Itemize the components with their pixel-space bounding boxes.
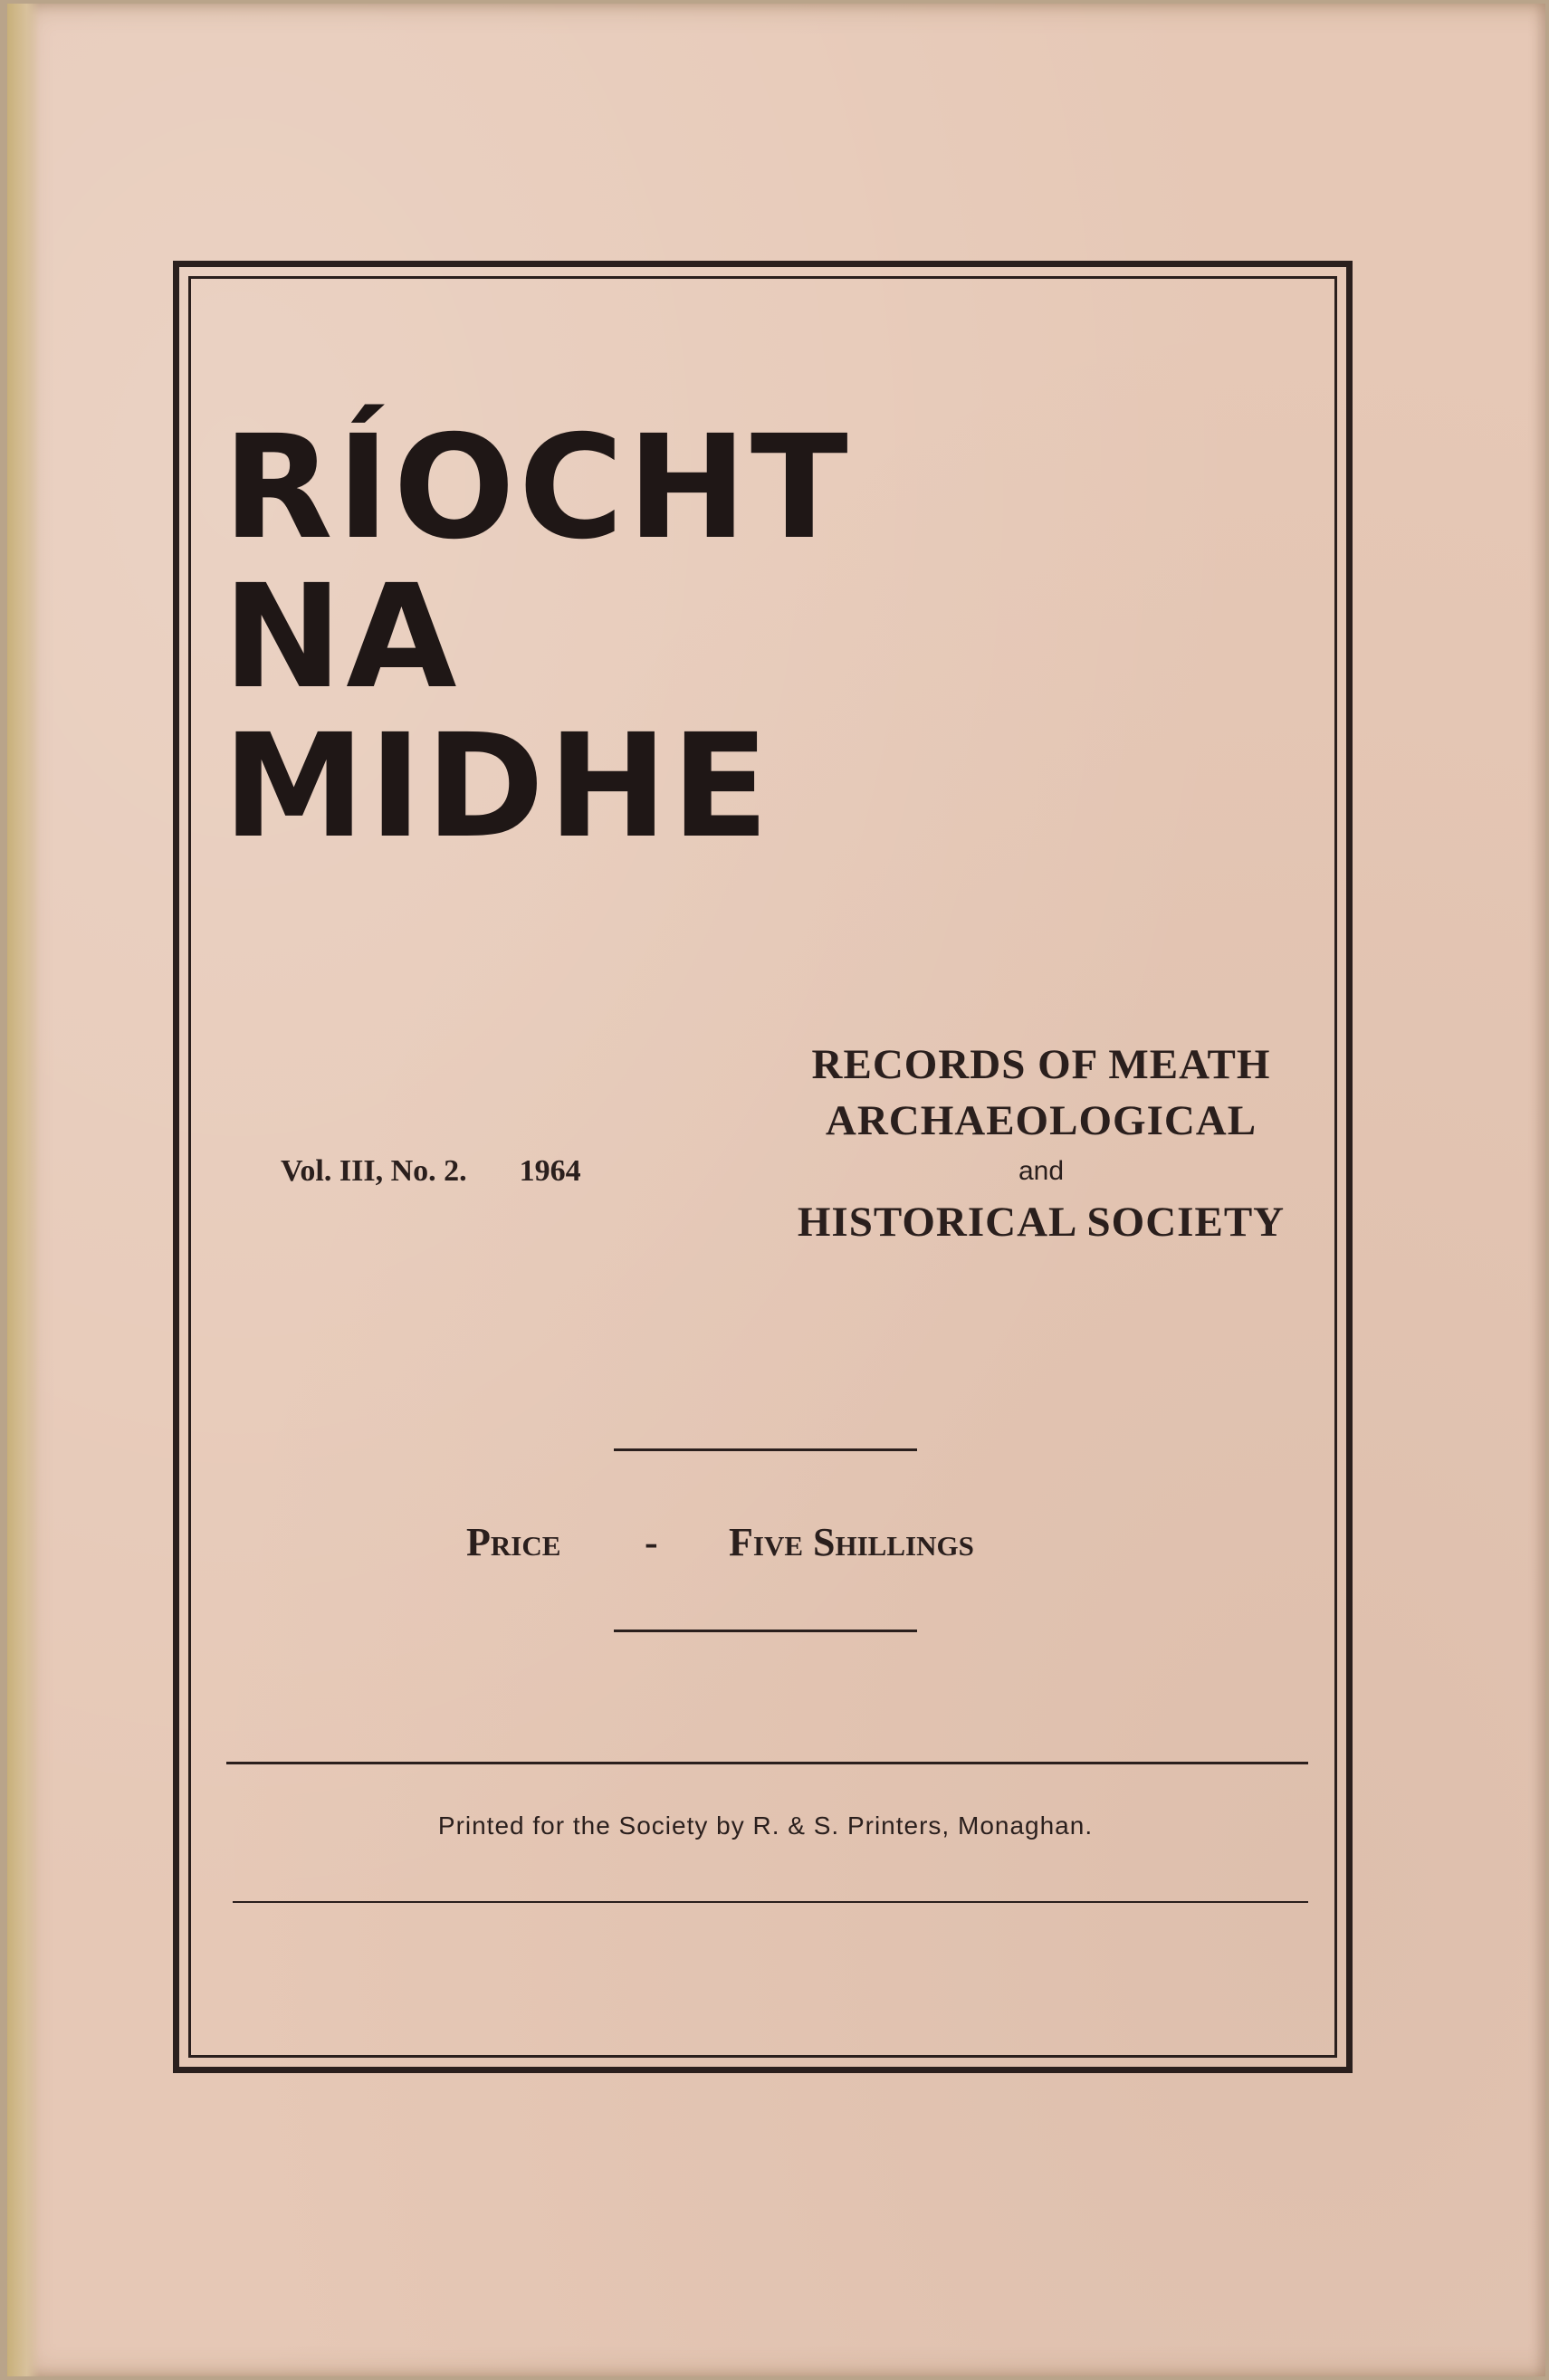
society-line-1: RECORDS OF MEATH bbox=[811, 1041, 1271, 1088]
price-rule-bottom bbox=[614, 1630, 917, 1632]
volume-number: Vol. III, No. 2. bbox=[281, 1154, 467, 1188]
printer-rule-top bbox=[226, 1762, 1308, 1764]
title-line-3: MIDHE bbox=[223, 703, 773, 870]
society-line-4: HISTORICAL SOCIETY bbox=[797, 1199, 1286, 1246]
printer-rule-bottom bbox=[233, 1901, 1308, 1903]
issue-info bbox=[281, 1154, 581, 1189]
price-separator: - bbox=[645, 1520, 658, 1564]
printer-credit: Printed for the Society by R. & S. Printers, Monaghan. bbox=[437, 1811, 1094, 1840]
title-line-2: NA bbox=[223, 554, 461, 721]
spine-edge bbox=[7, 4, 40, 2376]
society-line-3: and bbox=[1018, 1156, 1065, 1186]
title-line-1: RÍOCHT bbox=[223, 405, 852, 571]
issue-year: 1964 bbox=[519, 1154, 581, 1188]
society-name bbox=[765, 1037, 1317, 1250]
price-rule-top bbox=[614, 1448, 917, 1451]
price-value: Five Shillings bbox=[729, 1520, 974, 1564]
society-line-2: ARCHAEOLOGICAL bbox=[825, 1097, 1257, 1144]
price-label: Price bbox=[466, 1520, 561, 1564]
